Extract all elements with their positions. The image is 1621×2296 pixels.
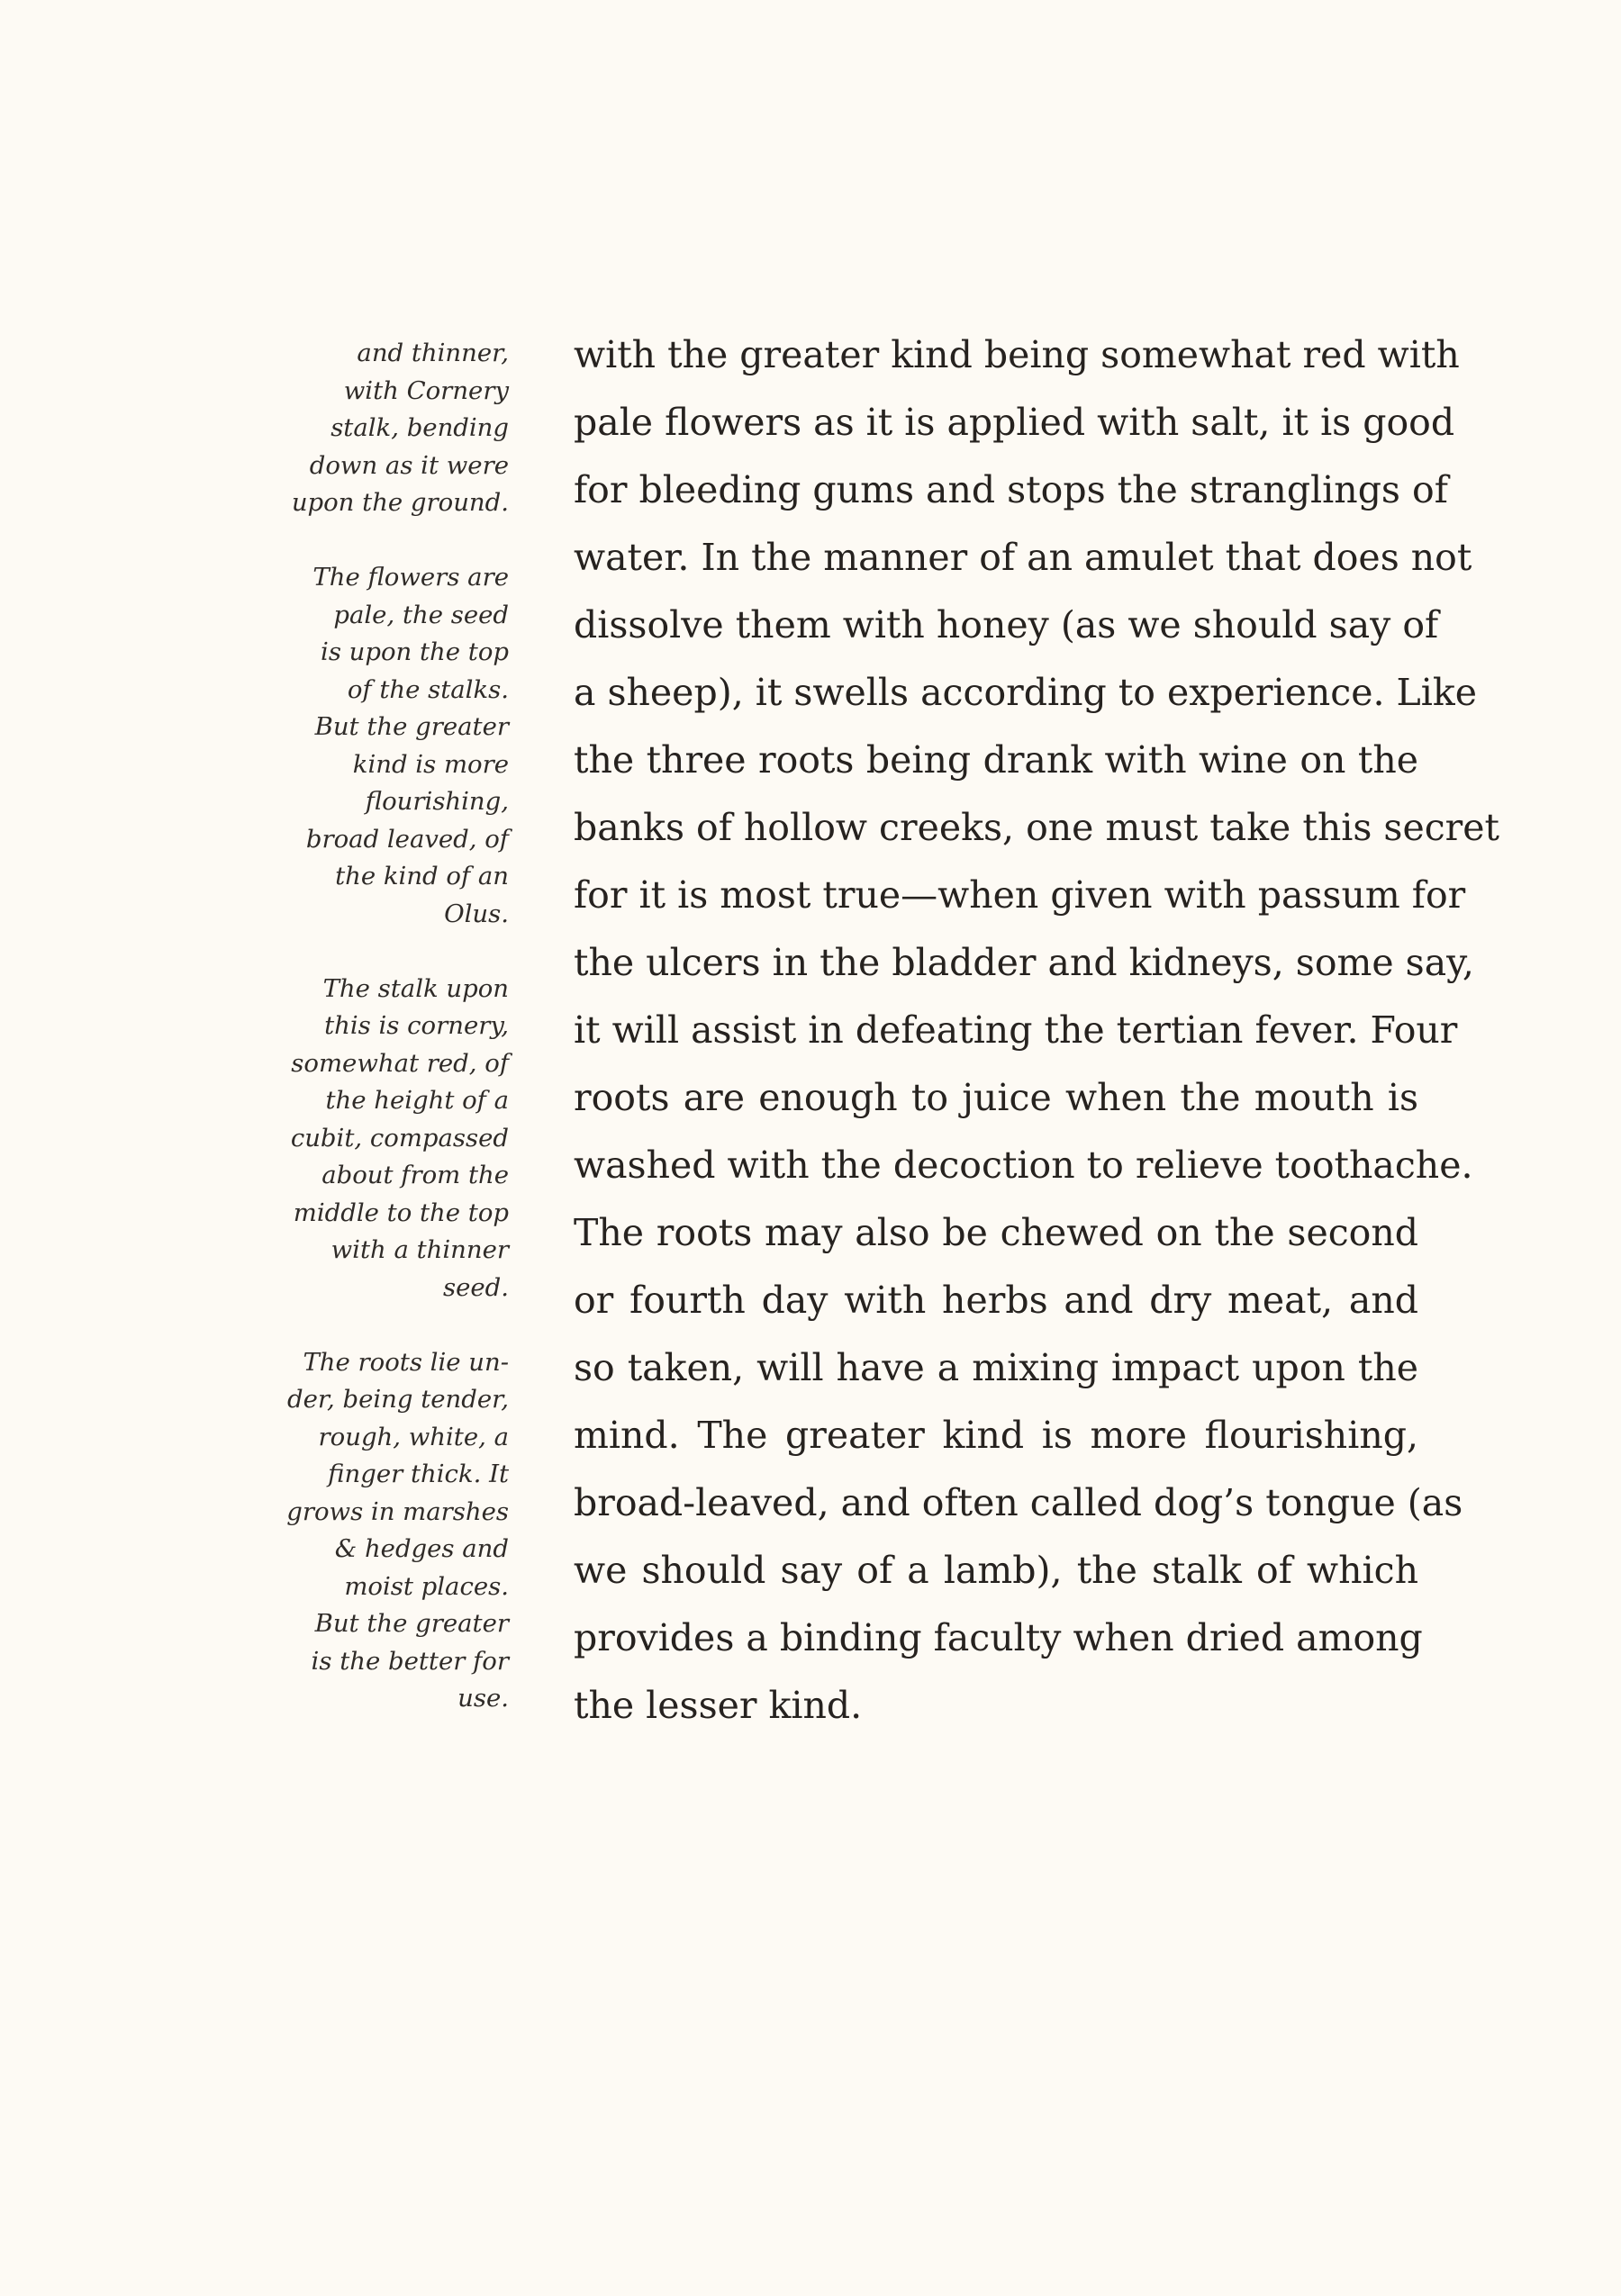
body-text-line: dissolve them with honey (as we should say of — [574, 603, 1439, 646]
margin-note-line: down as it were — [309, 450, 509, 480]
margin-note-line: about from the — [321, 1161, 509, 1189]
margin-note-line: moist places. — [344, 1571, 509, 1601]
body-text-line: The roots may also be chewed on the second — [574, 1211, 1418, 1254]
margin-note-line: upon the ground. — [291, 488, 509, 517]
body-text-line: water. In the manner of an amulet that does not — [574, 536, 1472, 579]
margin-note-line: der, being tender, — [287, 1385, 509, 1414]
body-text-line: or fourth day with herbs and dry meat, and — [574, 1279, 1418, 1322]
body-text-line: mind. The greater kind is more flourishing, — [574, 1414, 1418, 1457]
margin-note-line: The stalk upon — [322, 973, 509, 1003]
margin-note-line: seed. — [442, 1272, 509, 1302]
margin-note-line: finger thick. It — [328, 1460, 509, 1488]
margin-note-line: The roots lie un- — [303, 1347, 509, 1377]
margin-note-line: the height of a — [325, 1086, 509, 1115]
margin-note — [270, 335, 509, 522]
margin-notes — [270, 335, 509, 1718]
margin-note-line: Olus. — [444, 899, 509, 928]
body-text — [574, 321, 1500, 1740]
body-text-line: with the greater kind being somewhat red with — [574, 333, 1460, 376]
margin-note-line: kind is more — [352, 749, 509, 779]
body-text-line: the lesser kind. — [574, 1684, 863, 1727]
margin-note-line: broad leaved, of — [305, 824, 509, 854]
margin-note-spacer — [270, 522, 509, 560]
margin-note-line: with a thinner — [331, 1235, 509, 1264]
margin-note-line: and thinner, — [357, 339, 509, 367]
body-text-line: roots are enough to juice when the mouth is — [574, 1076, 1418, 1119]
body-text-line: a sheep), it swells according to experience. Like — [574, 671, 1477, 714]
margin-note — [270, 971, 509, 1307]
margin-note-line: the kind of an — [335, 862, 509, 890]
body-text-line: so taken, will have a mixing impact upon the — [574, 1346, 1418, 1389]
body-text-line: washed with the decoction to relieve toothache. — [574, 1143, 1473, 1187]
body-text-line: for it is most true—when given with passum for — [574, 873, 1466, 917]
margin-note-line: this is cornery, — [324, 1011, 509, 1040]
margin-note-line: The flowers are — [312, 563, 509, 592]
body-text-line: banks of hollow creeks, one must take this secret — [574, 806, 1500, 849]
margin-note-line: But the greater — [314, 712, 509, 741]
margin-note-line: is upon the top — [321, 637, 509, 666]
body-text-line: pale flowers as it is applied with salt, it is good — [574, 401, 1455, 444]
body-text-line: broad-leaved, and often called dog’s tongue (as — [574, 1481, 1463, 1524]
margin-note-line: middle to the top — [293, 1198, 509, 1227]
margin-note — [270, 559, 509, 933]
body-text-line: the three roots being drank with wine on the — [574, 738, 1418, 782]
margin-note-line: grows in marshes — [286, 1496, 509, 1526]
body-text-line: provides a binding faculty when dried among — [574, 1616, 1423, 1659]
margin-note-line: rough, white, a — [318, 1422, 509, 1451]
margin-note-line: is the better for — [311, 1646, 509, 1676]
margin-note-line: cubit, compassed — [290, 1123, 509, 1153]
margin-note-spacer — [270, 1306, 509, 1344]
margin-note-line: somewhat red, of — [291, 1048, 509, 1078]
body-text-line: we should say of a lamb), the stalk of which — [574, 1549, 1418, 1592]
margin-note-line: stalk, bending — [331, 413, 509, 442]
margin-note-spacer — [270, 933, 509, 971]
margin-note-line: & hedges and — [334, 1534, 509, 1563]
margin-note-line: pale, the seed — [333, 600, 509, 629]
margin-note-line: flourishing, — [365, 787, 509, 816]
body-text-line: it will assist in defeating the tertian fever. Four — [574, 1008, 1458, 1052]
margin-note-line: use. — [457, 1684, 509, 1713]
margin-note-line: with Cornery — [343, 375, 509, 405]
margin-note — [270, 1344, 509, 1718]
margin-note-line: of the stalks. — [347, 674, 509, 704]
body-text-line: the ulcers in the bladder and kidneys, some say, — [574, 941, 1474, 984]
margin-note-line: But the greater — [314, 1609, 509, 1638]
body-text-line: for bleeding gums and stops the stranglings of — [574, 468, 1448, 511]
